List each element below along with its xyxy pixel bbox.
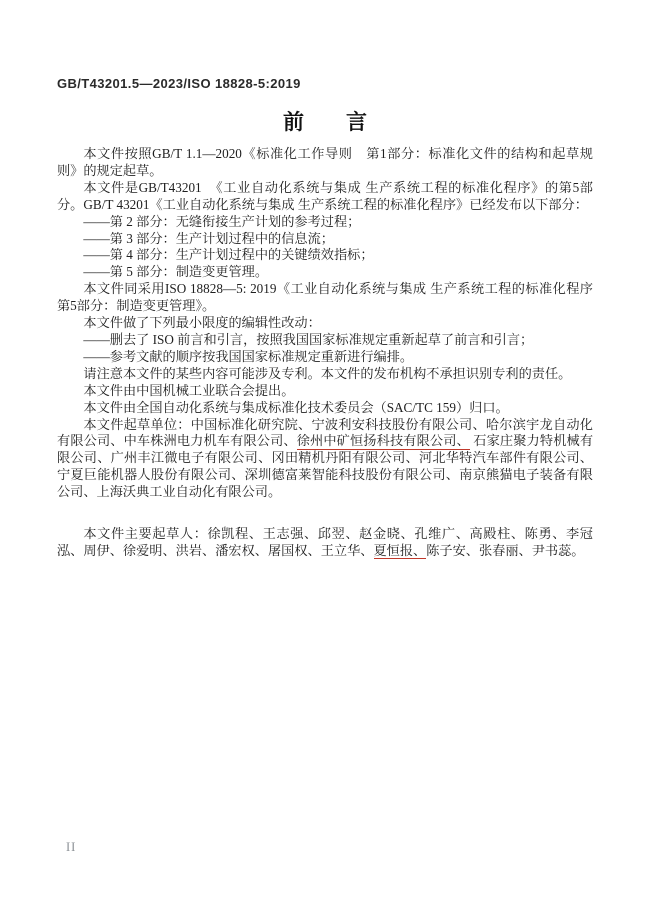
drafting-units-text: 本文件起草单位：中国标准化研究院、宁波利安科技股份有限公司、哈尔滨宇龙自动化有限公司、中车株洲电力机车有限公司、 xyxy=(57,416,593,449)
page-number: II xyxy=(66,840,77,854)
foreword-paragraph: 本文件按照GB/T 1.1—2020《标准化工作导则 第1部分：标准化文件的结构和起草规则》的规定起草。 xyxy=(57,146,593,178)
highlighted-drafter: 夏恒报、 xyxy=(373,542,427,558)
foreword-body xyxy=(57,146,607,560)
drafting-units-text: 石家庄聚力特机械有限公司、广州丰江微电子有限公司、冈田精机丹阳有限公司、河北华特汽车部件有限公司、宁夏巨能机器人股份有限公司、深圳德富莱智能科技股份有限公司、南京熊猫电子装备有限公司、上海沃典工业自动化有限公司。 xyxy=(57,433,594,500)
foreword-list-item: ——第 5 部分：制造变更管理。 xyxy=(83,264,269,280)
foreword-list-item: ——第 3 部分：生产计划过程中的信息流； xyxy=(83,230,334,246)
highlighted-company: 徐州中矿恒扬科技有限公司、 xyxy=(296,433,470,449)
foreword-paragraph: 本文件由中国机械工业联合会提出。 xyxy=(83,382,295,398)
foreword-paragraph: 本文件同采用ISO 18828—5: 2019《工业自动化系统与集成 生产系统工程的标准化程序 第5部分：制造变更管理》。 xyxy=(57,281,607,314)
page-title: 前 言 xyxy=(283,111,367,134)
main-drafters-text: 陈子安、张春丽、尹书蕊。 xyxy=(426,542,585,558)
foreword-paragraph: 本文件由全国自动化系统与集成标准化技术委员会（SAC/TC 159）归口。 xyxy=(83,399,509,415)
drafting-units-paragraph xyxy=(57,417,593,502)
main-drafters-text: 本文件主要起草人：徐凯程、王志强、邱翌、赵金晓、孔维广、高殿柱、陈勇、李冠泓、周伊、徐爱明、洪岩、潘宏权、屠国权、王立华、 xyxy=(57,526,593,558)
standard-number: GB/T43201.5—2023/ISO 18828-5:2019 xyxy=(57,76,301,91)
foreword-list-item: ——参考文献的顺序按我国国家标准规定重新进行编排。 xyxy=(83,348,414,364)
foreword-list-item: ——第 4 部分：生产计划过程中的关键绩效指标； xyxy=(83,247,374,263)
foreword-paragraph: 本文件做了下列最小限度的编辑性改动： xyxy=(83,315,321,331)
main-drafters-paragraph xyxy=(57,526,593,560)
foreword-list-item: ——第 2 部分：无缝衔接生产计划的参考过程； xyxy=(83,213,361,229)
foreword-list-item: ——删去了 ISO 前言和引言，按照我国国家标准规定重新起草了前言和引言； xyxy=(83,331,534,347)
foreword-paragraph: 请注意本文件的某些内容可能涉及专利。本文件的发布机构不承担识别专利的责任。 xyxy=(83,365,572,381)
foreword-paragraph: 本文件是GB/T43201 《工业自动化系统与集成 生产系统工程的标准化程序》的第5部分。GB/T 43201《工业自动化系统与集成 生产系统工程的标准化程序》已经发布以下部分： xyxy=(57,179,593,212)
